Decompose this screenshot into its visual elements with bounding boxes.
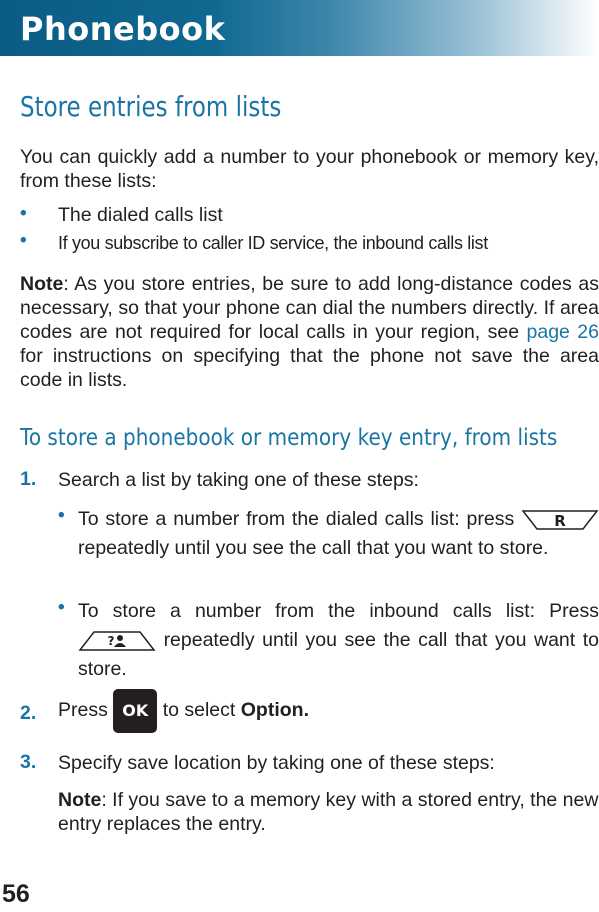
step-1-number: 1. bbox=[20, 468, 37, 490]
note-paragraph bbox=[20, 272, 599, 392]
intro-paragraph: You can quickly add a number to your phonebook or memory key, from these lists: bbox=[20, 146, 599, 192]
procedure-heading: To store a phonebook or memory key entry, from lists bbox=[20, 425, 558, 451]
caller-id-key-label: ? bbox=[107, 633, 115, 648]
ok-key-icon: OK bbox=[113, 689, 157, 733]
option-dialed-text: To store a number from the dialed calls list: press bbox=[78, 508, 515, 530]
step-3-note-label: Note bbox=[58, 789, 102, 811]
step-2-number: 2. bbox=[20, 702, 37, 724]
page-26-link[interactable]: page 26 bbox=[526, 321, 599, 343]
option-dialed-text-end: repeatedly until you see the call that you want to store. bbox=[78, 537, 549, 559]
sub-bullet-marker: • bbox=[58, 505, 65, 526]
step-3-number: 3. bbox=[20, 751, 37, 773]
section-heading: Store entries from lists bbox=[20, 90, 282, 123]
bullet-marker: • bbox=[20, 203, 27, 224]
page-number: 56 bbox=[2, 880, 30, 908]
header-bar bbox=[0, 0, 599, 56]
note-label: Note bbox=[20, 273, 64, 295]
step-2-select: to select bbox=[162, 699, 236, 721]
step-2-text bbox=[58, 688, 309, 733]
step-1-text: Search a list by taking one of these steps: bbox=[58, 469, 419, 491]
step-3-note-text: : If you save to a memory key with a stored entry, the new entry replaces the entry. bbox=[58, 789, 599, 835]
caller-id-key-icon bbox=[78, 630, 156, 652]
note-text: : As you store entries, be sure to add long-distance codes as necessary, so that your phone can dial the numbers directly. If area codes are not required for local calls in your region, see bbox=[20, 273, 599, 343]
bullet-inbound-calls: If you subscribe to caller ID service, the inbound calls list bbox=[58, 233, 488, 253]
option-inbound-text-end: repeatedly until you see the call that you want to store. bbox=[78, 629, 599, 680]
step-2-press: Press bbox=[58, 699, 108, 721]
step-3-note bbox=[58, 788, 599, 836]
page-title: Phonebook bbox=[20, 10, 226, 48]
option-inbound-text: To store a number from the inbound calls list: Press bbox=[78, 600, 599, 622]
sub-bullet-marker: • bbox=[58, 597, 65, 618]
bullet-marker: • bbox=[20, 230, 27, 251]
bullet-dialed-calls: The dialed calls list bbox=[58, 204, 223, 226]
note-text-end: for instructions on specifying that the phone not save the area code in lists. bbox=[20, 345, 599, 391]
redial-key-label: R bbox=[554, 511, 566, 530]
step-3-text: Specify save location by taking one of these steps: bbox=[58, 752, 495, 774]
redial-key-icon bbox=[521, 509, 599, 531]
step-1-option-inbound bbox=[78, 597, 599, 684]
option-label: Option. bbox=[240, 699, 309, 721]
step-1-option-dialed bbox=[78, 505, 599, 563]
